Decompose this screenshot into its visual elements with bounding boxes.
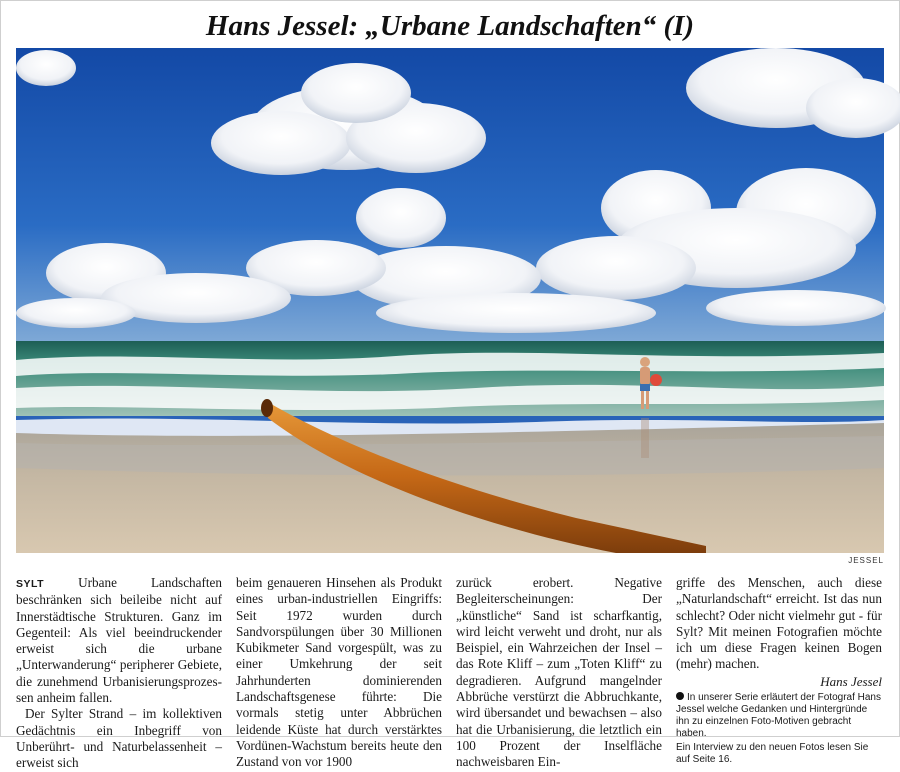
series-info-note bbox=[676, 692, 882, 740]
article-paragraph: zurück erobert. Negative Begleiterscheinungen: Der „künstliche“ Sand ist scharfkantig, wird leicht verweht und droht, nur als Beispiel, ein Wahrzeichen der Insel – das Rote Kliff – zum „Toten Kliff“ zu degradieren. Aufgrund mangelnder Abbrüche verstürzt die Abbruchkante, wird übersandet und bewachsen – also hat die Urbanisierung, die letztlich ein 100 Prozent der Inselfläche nachweisbaren Ein- bbox=[456, 575, 662, 770]
article-column-3 bbox=[456, 575, 662, 770]
article-column-2 bbox=[236, 575, 442, 770]
article-lead-paragraph bbox=[16, 575, 222, 706]
lead-text: Urbane Landschaften beschränken sich beileibe nicht auf Innerstädtische Strukturen. Ganz im Gegenteil: Als viel beeindruckender erweist sich die urbane „Unterwanderung“ peripherer Gebiete, die zunehmend Urbanisierungsprozes-sen anheim fallen. bbox=[16, 575, 222, 706]
photo-credit: JESSEL bbox=[848, 556, 884, 565]
beach-photo bbox=[16, 48, 884, 553]
article-paragraph: beim genaueren Hinsehen als Produkt eines urban-industriellen Eingriffs: Seit 1972 wurden durch Sandvorspülungen über 30 Millionen Kubikmeter Sand vorgespült, was zu einer Umkehrung der seit Jahrhunderten dominierenden Landschaftsgenese führte: Die vormals stetig unter Abbrüchen leidende Küste hat durch verstärktes Vordünen-Wachstum bereits heute den Zustand von vor 1900 bbox=[236, 575, 442, 770]
article-column-4 bbox=[676, 575, 882, 765]
author-byline: Hans Jessel bbox=[820, 673, 882, 689]
article-columns bbox=[16, 575, 884, 771]
article-column-1 bbox=[16, 575, 222, 771]
article-paragraph: Der Sylter Strand – im kollektiven Gedächtnis ein Inbegriff von Unberührt- und Naturbelassenheit – erweist sich bbox=[16, 706, 222, 771]
surf bbox=[16, 353, 884, 439]
series-info-text: In unserer Serie erläutert der Fotograf Hans Jessel welche Gedanken und Hintergründe ihn zu einzelnen Foto-Motiven gebracht haben. bbox=[676, 691, 881, 739]
interview-reference: Ein Interview zu den neuen Fotos lesen Sie auf Seite 16. bbox=[676, 741, 869, 765]
dateline: SYLT bbox=[16, 578, 45, 590]
photo-illustration bbox=[16, 48, 884, 553]
page-headline: Hans Jessel: „Urbane Landschaften“ (I) bbox=[205, 10, 695, 42]
bullet-icon bbox=[676, 692, 684, 700]
article-paragraph: griffe des Menschen, auch diese „Naturlandschaft“ erreicht. Ist das nun schlecht? Oder nicht vielmehr gut - für Sylt? Mit meinen Fotografien möchte ich um diese Fragen keinen Bogen (mehr) machen. bbox=[676, 575, 882, 672]
